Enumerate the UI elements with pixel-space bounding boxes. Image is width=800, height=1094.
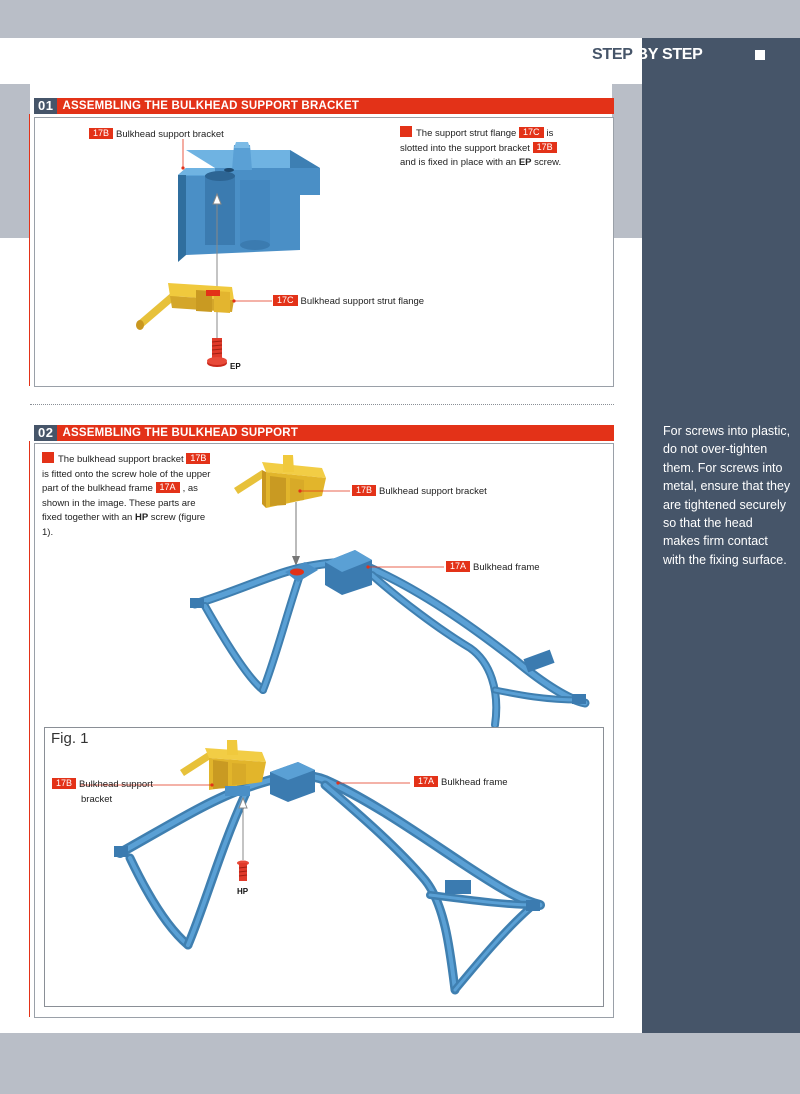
part-code-tag: 17B <box>352 485 376 496</box>
figure1-screw-label: HP <box>237 887 249 896</box>
figure1-label-bracket-line2: bracket <box>81 794 113 805</box>
part-code-tag: 17B <box>186 453 210 464</box>
note-text: The bulkhead support bracket <box>58 454 184 465</box>
note-text: is slotted into the support bracket <box>400 128 554 154</box>
note-text: is fitted onto the screw hole of the upper part of the bulkhead frame <box>42 468 211 494</box>
note-text: , as shown in the image. These parts are fixed together with an <box>42 483 198 523</box>
part-name: Bulkhead support bracket <box>379 486 487 497</box>
part-code-tag: 17B <box>89 128 113 139</box>
screw-code: HP <box>134 512 149 523</box>
part-name: Bulkhead support strut flange <box>300 296 425 307</box>
part-name: Bulkhead frame <box>441 777 508 788</box>
part-name: Bulkhead frame <box>473 562 540 573</box>
sidebar-note: For screws into plastic, do not over-tighten them. For screws into metal, ensure that they are tightened securely so that the head makes firm contact with the fixing surface. <box>663 424 791 567</box>
part-name: Bulkhead support bracket <box>116 129 224 140</box>
part-code-tag: 17A <box>414 776 438 787</box>
part-code-tag: 17B <box>52 778 76 789</box>
step1-screw-label: EP <box>230 362 241 371</box>
part-code-tag: 17C <box>519 127 544 138</box>
frame-17a-icon <box>120 775 540 990</box>
figure1-title: Fig. 1 <box>51 730 89 747</box>
screw-hp-icon <box>237 861 249 882</box>
part-code-tag: 17A <box>156 482 180 493</box>
page-title-part2: BY STEP <box>636 46 703 63</box>
note-text: screw (figure 1). <box>42 512 206 538</box>
screw-code: EP <box>518 157 532 168</box>
part-code-tag: 17C <box>273 295 298 306</box>
note-text: screw. <box>534 157 562 168</box>
part-code-tag: 17B <box>533 142 557 153</box>
step2-title: ASSEMBLING THE BULKHEAD SUPPORT <box>62 427 299 439</box>
step1-title: ASSEMBLING THE BULKHEAD SUPPORT BRACKET <box>62 100 360 112</box>
note-text: and is fixed in place with an <box>400 157 517 168</box>
figure1-label-frame <box>414 776 508 789</box>
part-name: Bulkhead support <box>79 779 153 790</box>
step1-number: 01 <box>34 98 57 114</box>
page-title-part1: STEP <box>592 46 633 63</box>
figure1-label-bracket <box>52 778 153 791</box>
step2-number: 02 <box>34 425 57 441</box>
note-text: The support strut flange <box>416 128 517 139</box>
part-code-tag: 17A <box>446 561 470 572</box>
